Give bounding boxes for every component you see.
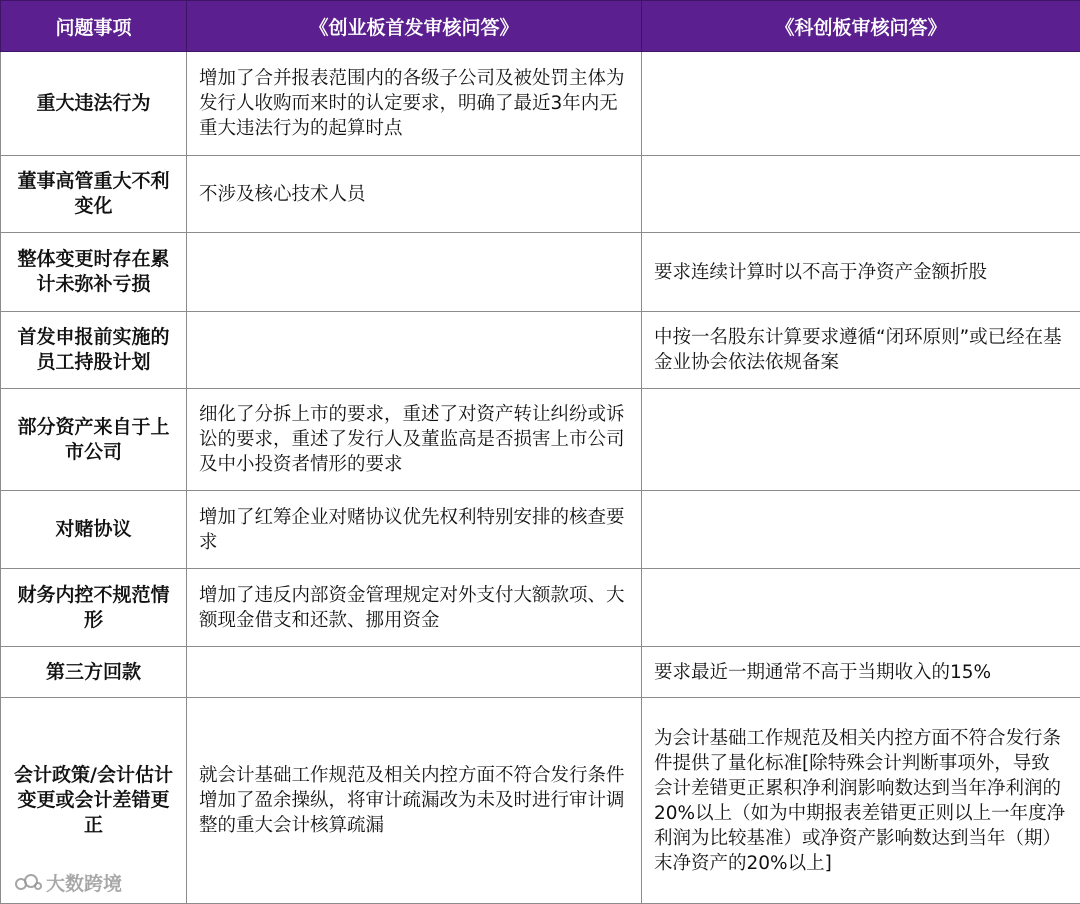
star-cell (642, 156, 1080, 233)
table-header (1, 1, 1080, 52)
table-row (1, 491, 1080, 569)
star-cell: 为会计基础工作规范及相关内控方面不符合发行条件提供了量化标准[除特殊会计判断事项外，导致会计差错更正累积净利润影响数达到当年净利润的20%以上（如为中期报表差错更正则以上一年度净利润为比较基准）或净资产影响数达到当年（期）末净资产的20%以上] (642, 698, 1080, 904)
star-cell: 中按一名股东计算要求遵循“闭环原则”或已经在基金业协会依法依规备案 (642, 312, 1080, 389)
star-cell (642, 52, 1080, 156)
chinext-cell: 增加了红筹企业对赌协议优先权利特别安排的核查要求 (187, 491, 642, 569)
chinext-cell: 增加了违反内部资金管理规定对外支付大额款项、大额现金借支和还款、挪用资金 (187, 569, 642, 647)
chinext-cell (187, 647, 642, 698)
star-cell (642, 569, 1080, 647)
issue-cell: 第三方回款 (1, 647, 187, 698)
star-cell (642, 389, 1080, 491)
header-issue: 问题事项 (1, 1, 187, 52)
chinext-cell (187, 233, 642, 312)
watermark (14, 869, 122, 896)
header-star: 《科创板审核问答》 (642, 1, 1080, 52)
table-row (1, 698, 1080, 904)
issue-cell: 会计政策/会计估计变更或会计差错更正 (1, 698, 187, 904)
star-cell: 要求连续计算时以不高于净资产金额折股 (642, 233, 1080, 312)
table-row (1, 312, 1080, 389)
star-cell (642, 491, 1080, 569)
issue-cell: 重大违法行为 (1, 52, 187, 156)
issue-cell: 财务内控不规范情形 (1, 569, 187, 647)
issue-cell: 首发申报前实施的员工持股计划 (1, 312, 187, 389)
logo-icon (14, 872, 42, 894)
star-cell: 要求最近一期通常不高于当期收入的15% (642, 647, 1080, 698)
issue-cell: 部分资产来自于上市公司 (1, 389, 187, 491)
chinext-cell: 增加了合并报表范围内的各级子公司及被处罚主体为发行人收购而来时的认定要求，明确了最近3年内无重大违法行为的起算时点 (187, 52, 642, 156)
header-chinext: 《创业板首发审核问答》 (187, 1, 642, 52)
issue-cell: 整体变更时存在累计未弥补亏损 (1, 233, 187, 312)
table-row (1, 156, 1080, 233)
table-row (1, 569, 1080, 647)
watermark-text: 大数跨境 (46, 873, 123, 895)
table-body (1, 52, 1080, 904)
table-row (1, 233, 1080, 312)
header-row (1, 1, 1080, 52)
table-row (1, 389, 1080, 491)
chinext-cell (187, 312, 642, 389)
chinext-cell: 不涉及核心技术人员 (187, 156, 642, 233)
issue-cell: 董事高管重大不利变化 (1, 156, 187, 233)
table-row (1, 52, 1080, 156)
chinext-cell: 细化了分拆上市的要求，重述了对资产转让纠纷或诉讼的要求，重述了发行人及董监高是否损害上市公司及中小投资者情形的要求 (187, 389, 642, 491)
issue-cell: 对赌协议 (1, 491, 187, 569)
table-row (1, 647, 1080, 698)
chinext-cell: 就会计基础工作规范及相关内控方面不符合发行条件增加了盈余操纵，将审计疏漏改为未及时进行审计调整的重大会计核算疏漏 (187, 698, 642, 904)
